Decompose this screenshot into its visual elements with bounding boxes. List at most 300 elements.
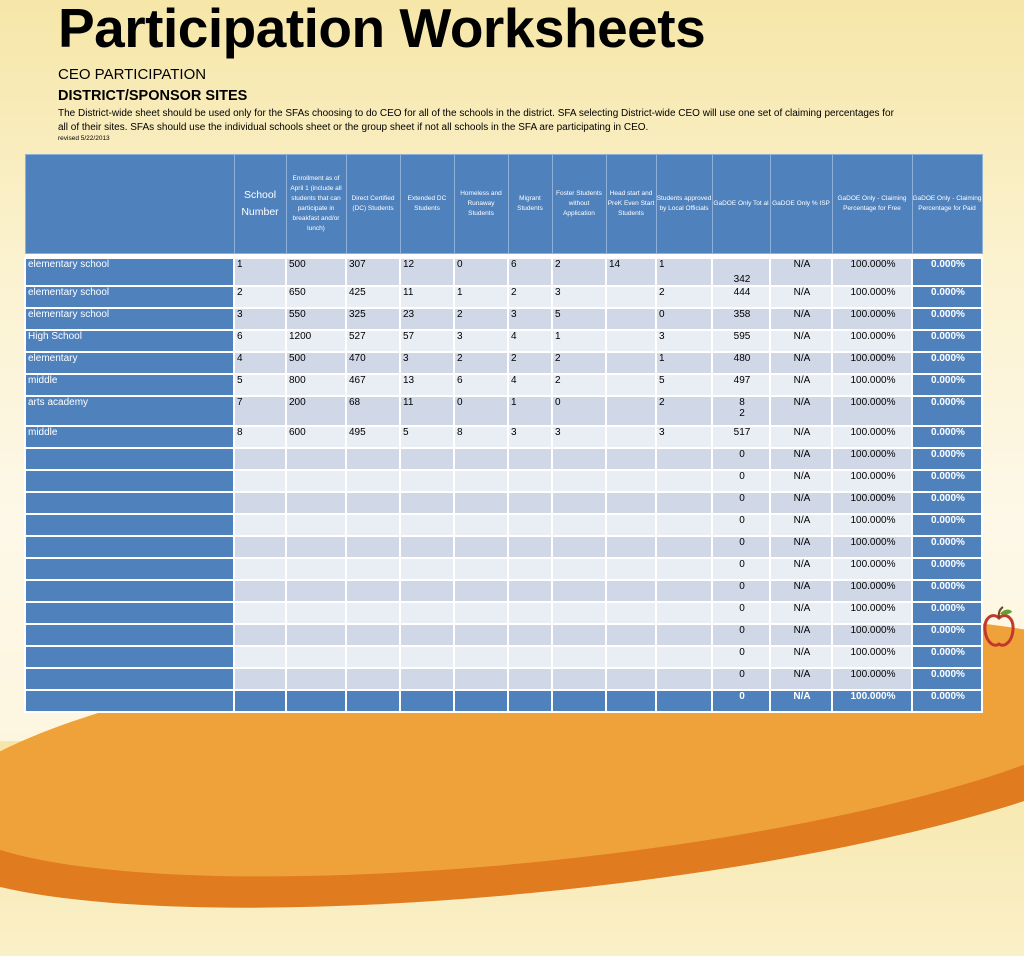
cell-school-no[interactable]: [234, 646, 286, 668]
cell-homeless[interactable]: [454, 602, 508, 624]
cell-homeless[interactable]: [454, 492, 508, 514]
school-name-cell[interactable]: [25, 690, 234, 712]
school-name-cell[interactable]: [25, 602, 234, 624]
header-name: [25, 155, 234, 254]
table-row: [25, 690, 982, 712]
cell-headstart[interactable]: [606, 536, 656, 558]
table-row: [25, 448, 982, 470]
cell-claiming-free: 100.000%: [832, 258, 912, 286]
school-name-cell[interactable]: [25, 646, 234, 668]
cell-ext-dc[interactable]: [400, 602, 454, 624]
cell-dc[interactable]: [346, 624, 400, 646]
cell-total: 497: [712, 374, 770, 396]
school-name-cell[interactable]: elementary: [25, 352, 234, 374]
cell-claiming-paid: 0.000%: [912, 426, 982, 448]
cell-migrant[interactable]: [508, 536, 552, 558]
header-foster: Foster Students without Application: [552, 155, 606, 254]
cell-migrant[interactable]: 1: [508, 396, 552, 426]
table-row: [25, 286, 982, 308]
cell-claiming-free: 100.000%: [832, 690, 912, 712]
cell-claiming-paid: 0.000%: [912, 514, 982, 536]
cell-headstart[interactable]: [606, 448, 656, 470]
cell-claiming-free: 100.000%: [832, 470, 912, 492]
header-direct-certified: Direct Certified (DC) Students: [346, 155, 400, 254]
cell-ext-dc[interactable]: [400, 448, 454, 470]
cell-headstart[interactable]: [606, 470, 656, 492]
cell-local[interactable]: [656, 646, 712, 668]
cell-dc[interactable]: [346, 580, 400, 602]
cell-total: 0: [712, 602, 770, 624]
cell-total: 0: [712, 448, 770, 470]
cell-foster[interactable]: [552, 624, 606, 646]
cell-enrollment[interactable]: [286, 690, 346, 712]
cell-local[interactable]: [656, 492, 712, 514]
cell-school-no[interactable]: [234, 690, 286, 712]
cell-total: 517: [712, 426, 770, 448]
school-name-cell[interactable]: [25, 580, 234, 602]
cell-claiming-paid: 0.000%: [912, 330, 982, 352]
cell-school-no[interactable]: 6: [234, 330, 286, 352]
cell-foster[interactable]: [552, 470, 606, 492]
cell-claiming-paid: 0.000%: [912, 352, 982, 374]
cell-dc[interactable]: 495: [346, 426, 400, 448]
cell-migrant[interactable]: [508, 646, 552, 668]
cell-enrollment[interactable]: [286, 668, 346, 690]
cell-headstart[interactable]: [606, 668, 656, 690]
cell-school-no[interactable]: [234, 492, 286, 514]
cell-migrant[interactable]: 2: [508, 286, 552, 308]
cell-homeless[interactable]: [454, 536, 508, 558]
cell-enrollment[interactable]: [286, 558, 346, 580]
cell-ext-dc[interactable]: 12: [400, 258, 454, 286]
cell-homeless[interactable]: [454, 690, 508, 712]
cell-school-no[interactable]: [234, 668, 286, 690]
cell-dc[interactable]: [346, 646, 400, 668]
cell-total: 342: [712, 258, 770, 286]
cell-foster[interactable]: 2: [552, 374, 606, 396]
cell-foster[interactable]: [552, 602, 606, 624]
cell-local[interactable]: [656, 470, 712, 492]
cell-dc[interactable]: 325: [346, 308, 400, 330]
header-enrollment: Enrollment as of April 1 (include all students that can participate in breakfast and/or lunch): [286, 155, 346, 254]
school-name-cell[interactable]: [25, 492, 234, 514]
cell-enrollment[interactable]: [286, 514, 346, 536]
cell-headstart[interactable]: [606, 580, 656, 602]
cell-headstart[interactable]: [606, 514, 656, 536]
cell-isp: N/A: [770, 426, 832, 448]
cell-school-no[interactable]: [234, 580, 286, 602]
cell-migrant[interactable]: [508, 514, 552, 536]
cell-homeless[interactable]: [454, 470, 508, 492]
cell-claiming-free: 100.000%: [832, 396, 912, 426]
cell-total: 0: [712, 514, 770, 536]
cell-isp: N/A: [770, 536, 832, 558]
cell-homeless[interactable]: 1: [454, 286, 508, 308]
cell-homeless[interactable]: 2: [454, 352, 508, 374]
cell-dc[interactable]: 425: [346, 286, 400, 308]
header-extended-dc: Extended DC Students: [400, 155, 454, 254]
cell-local[interactable]: 0: [656, 308, 712, 330]
cell-enrollment[interactable]: 1200: [286, 330, 346, 352]
cell-enrollment[interactable]: 800: [286, 374, 346, 396]
cell-headstart[interactable]: [606, 602, 656, 624]
cell-claiming-paid: 0.000%: [912, 448, 982, 470]
cell-migrant[interactable]: [508, 602, 552, 624]
cell-local[interactable]: [656, 624, 712, 646]
cell-isp: N/A: [770, 352, 832, 374]
cell-enrollment[interactable]: 500: [286, 352, 346, 374]
cell-foster[interactable]: [552, 492, 606, 514]
cell-isp: N/A: [770, 374, 832, 396]
cell-ext-dc[interactable]: 3: [400, 352, 454, 374]
cell-foster[interactable]: 3: [552, 426, 606, 448]
cell-enrollment[interactable]: 200: [286, 396, 346, 426]
cell-homeless[interactable]: [454, 624, 508, 646]
cell-local[interactable]: [656, 448, 712, 470]
cell-claiming-free: 100.000%: [832, 426, 912, 448]
cell-total: 0: [712, 492, 770, 514]
cell-local[interactable]: [656, 536, 712, 558]
cell-claiming-paid: 0.000%: [912, 308, 982, 330]
cell-ext-dc[interactable]: 23: [400, 308, 454, 330]
cell-claiming-free: 100.000%: [832, 624, 912, 646]
cell-headstart[interactable]: [606, 330, 656, 352]
school-name-cell[interactable]: [25, 558, 234, 580]
cell-migrant[interactable]: [508, 624, 552, 646]
cell-dc[interactable]: 527: [346, 330, 400, 352]
school-name-cell[interactable]: High School: [25, 330, 234, 352]
cell-isp: N/A: [770, 514, 832, 536]
cell-homeless[interactable]: [454, 558, 508, 580]
cell-enrollment[interactable]: 600: [286, 426, 346, 448]
cell-homeless[interactable]: 2: [454, 308, 508, 330]
table-row: [25, 602, 982, 624]
participation-table: [24, 154, 983, 713]
school-name-cell[interactable]: [25, 470, 234, 492]
cell-local[interactable]: 3: [656, 330, 712, 352]
cell-foster[interactable]: [552, 646, 606, 668]
cell-headstart[interactable]: [606, 426, 656, 448]
cell-local[interactable]: 2: [656, 396, 712, 426]
cell-migrant[interactable]: 3: [508, 308, 552, 330]
cell-school-no[interactable]: [234, 536, 286, 558]
cell-claiming-paid: 0.000%: [912, 536, 982, 558]
cell-isp: N/A: [770, 448, 832, 470]
page-title: Participation Worksheets: [58, 0, 706, 59]
cell-homeless[interactable]: 0: [454, 396, 508, 426]
cell-local[interactable]: [656, 668, 712, 690]
cell-isp: N/A: [770, 646, 832, 668]
cell-migrant[interactable]: [508, 492, 552, 514]
cell-local[interactable]: [656, 602, 712, 624]
cell-local[interactable]: 1: [656, 352, 712, 374]
description-text: The District-wide sheet should be used only for the SFAs choosing to do CEO for all of the schools in the district. SFA selecting District-wide CEO will use one set of claiming percentages for all of their sites. SFAs should use the individual schools sheet or the group sheet if not all schools in the SFA are participating in CEO.: [58, 108, 894, 133]
school-name-cell[interactable]: elementary school: [25, 308, 234, 330]
cell-school-no[interactable]: [234, 624, 286, 646]
table-header-row: [25, 155, 982, 254]
table-row: [25, 396, 982, 426]
cell-foster[interactable]: [552, 536, 606, 558]
cell-claiming-paid: 0.000%: [912, 624, 982, 646]
school-name-cell[interactable]: middle: [25, 374, 234, 396]
cell-claiming-paid: 0.000%: [912, 646, 982, 668]
cell-dc[interactable]: [346, 448, 400, 470]
school-name-cell[interactable]: [25, 536, 234, 558]
cell-dc[interactable]: [346, 536, 400, 558]
cell-dc[interactable]: 307: [346, 258, 400, 286]
cell-total: 0: [712, 668, 770, 690]
table-row: [25, 668, 982, 690]
cell-dc[interactable]: 467: [346, 374, 400, 396]
cell-claiming-free: 100.000%: [832, 286, 912, 308]
cell-homeless[interactable]: [454, 514, 508, 536]
school-name-cell[interactable]: arts academy: [25, 396, 234, 426]
school-name-cell[interactable]: [25, 514, 234, 536]
cell-local[interactable]: [656, 514, 712, 536]
table-row: [25, 330, 982, 352]
cell-total: 595: [712, 330, 770, 352]
cell-school-no[interactable]: 5: [234, 374, 286, 396]
cell-enrollment[interactable]: [286, 536, 346, 558]
table-row: [25, 426, 982, 448]
cell-homeless[interactable]: 8: [454, 426, 508, 448]
school-name-cell[interactable]: [25, 668, 234, 690]
cell-dc[interactable]: [346, 492, 400, 514]
header-isp: GaDOE Only % ISP: [770, 155, 832, 254]
cell-headstart[interactable]: 14: [606, 258, 656, 286]
cell-enrollment[interactable]: 650: [286, 286, 346, 308]
table-row: [25, 470, 982, 492]
cell-enrollment[interactable]: [286, 602, 346, 624]
cell-dc[interactable]: 470: [346, 352, 400, 374]
cell-isp: N/A: [770, 470, 832, 492]
cell-enrollment[interactable]: [286, 492, 346, 514]
revised-date: revised 5/22/2013: [58, 135, 110, 142]
cell-foster[interactable]: [552, 580, 606, 602]
cell-enrollment[interactable]: [286, 580, 346, 602]
cell-local[interactable]: [656, 580, 712, 602]
apple-logo-icon: [982, 606, 1016, 650]
cell-total: 480: [712, 352, 770, 374]
cell-ext-dc[interactable]: [400, 690, 454, 712]
cell-enrollment[interactable]: [286, 624, 346, 646]
cell-headstart[interactable]: [606, 286, 656, 308]
table-row: [25, 308, 982, 330]
cell-enrollment[interactable]: 550: [286, 308, 346, 330]
cell-school-no[interactable]: [234, 470, 286, 492]
cell-claiming-free: 100.000%: [832, 580, 912, 602]
cell-claiming-paid: 0.000%: [912, 690, 982, 712]
school-name-cell[interactable]: [25, 624, 234, 646]
cell-isp: N/A: [770, 580, 832, 602]
cell-local[interactable]: 1: [656, 258, 712, 286]
cell-claiming-paid: 0.000%: [912, 668, 982, 690]
cell-foster[interactable]: [552, 448, 606, 470]
cell-total: 358: [712, 308, 770, 330]
cell-school-no[interactable]: 2: [234, 286, 286, 308]
cell-migrant[interactable]: [508, 690, 552, 712]
cell-enrollment[interactable]: 500: [286, 258, 346, 286]
cell-foster[interactable]: 2: [552, 352, 606, 374]
cell-migrant[interactable]: 3: [508, 426, 552, 448]
cell-isp: N/A: [770, 624, 832, 646]
cell-ext-dc[interactable]: 5: [400, 426, 454, 448]
table-row: [25, 514, 982, 536]
cell-enrollment[interactable]: [286, 646, 346, 668]
cell-enrollment[interactable]: [286, 470, 346, 492]
school-name-cell[interactable]: elementary school: [25, 286, 234, 308]
cell-claiming-paid: 0.000%: [912, 396, 982, 426]
cell-claiming-free: 100.000%: [832, 602, 912, 624]
cell-ext-dc[interactable]: [400, 470, 454, 492]
cell-migrant[interactable]: [508, 448, 552, 470]
cell-migrant[interactable]: 4: [508, 330, 552, 352]
cell-isp: N/A: [770, 258, 832, 286]
cell-school-no[interactable]: [234, 514, 286, 536]
cell-dc[interactable]: [346, 602, 400, 624]
cell-homeless[interactable]: [454, 448, 508, 470]
table-row: [25, 558, 982, 580]
cell-school-no[interactable]: [234, 602, 286, 624]
cell-claiming-paid: 0.000%: [912, 580, 982, 602]
cell-isp: N/A: [770, 492, 832, 514]
cell-migrant[interactable]: [508, 558, 552, 580]
cell-migrant[interactable]: 6: [508, 258, 552, 286]
cell-headstart[interactable]: [606, 492, 656, 514]
cell-migrant[interactable]: [508, 668, 552, 690]
cell-homeless[interactable]: 6: [454, 374, 508, 396]
cell-foster[interactable]: [552, 514, 606, 536]
cell-total: 0: [712, 690, 770, 712]
subtitle: CEO PARTICIPATION: [58, 66, 207, 83]
cell-homeless[interactable]: [454, 580, 508, 602]
table-row: [25, 492, 982, 514]
cell-migrant[interactable]: 2: [508, 352, 552, 374]
cell-ext-dc[interactable]: 13: [400, 374, 454, 396]
cell-claiming-paid: 0.000%: [912, 286, 982, 308]
cell-foster[interactable]: 5: [552, 308, 606, 330]
cell-headstart[interactable]: [606, 624, 656, 646]
cell-ext-dc[interactable]: [400, 558, 454, 580]
cell-total: 0: [712, 624, 770, 646]
cell-total: 0: [712, 580, 770, 602]
cell-dc[interactable]: [346, 690, 400, 712]
cell-ext-dc[interactable]: 57: [400, 330, 454, 352]
header-local-officials: Students approved by Local Officials: [656, 155, 712, 254]
cell-headstart[interactable]: [606, 646, 656, 668]
cell-ext-dc[interactable]: [400, 646, 454, 668]
cell-local[interactable]: [656, 558, 712, 580]
cell-claiming-free: 100.000%: [832, 374, 912, 396]
school-name-cell[interactable]: elementary school: [25, 258, 234, 286]
cell-ext-dc[interactable]: [400, 624, 454, 646]
cell-dc[interactable]: 68: [346, 396, 400, 426]
cell-local[interactable]: 5: [656, 374, 712, 396]
header-claiming-paid: GaDOE Only - Claiming Percentage for Paid: [912, 155, 982, 254]
cell-foster[interactable]: [552, 690, 606, 712]
cell-foster[interactable]: [552, 558, 606, 580]
cell-local[interactable]: [656, 690, 712, 712]
cell-school-no[interactable]: 7: [234, 396, 286, 426]
cell-migrant[interactable]: [508, 580, 552, 602]
header-migrant: Migrant Students: [508, 155, 552, 254]
cell-school-no[interactable]: 1: [234, 258, 286, 286]
school-name-cell[interactable]: [25, 448, 234, 470]
cell-claiming-free: 100.000%: [832, 668, 912, 690]
cell-ext-dc[interactable]: [400, 514, 454, 536]
cell-claiming-paid: 0.000%: [912, 470, 982, 492]
cell-claiming-paid: 0.000%: [912, 258, 982, 286]
cell-isp: N/A: [770, 308, 832, 330]
cell-homeless[interactable]: 0: [454, 258, 508, 286]
cell-school-no[interactable]: [234, 448, 286, 470]
section-heading: DISTRICT/SPONSOR SITES: [58, 88, 248, 104]
cell-dc[interactable]: [346, 668, 400, 690]
cell-foster[interactable]: 0: [552, 396, 606, 426]
cell-dc[interactable]: [346, 514, 400, 536]
header-claiming-free: GaDOE Only - Claiming Percentage for Free: [832, 155, 912, 254]
table-row: [25, 536, 982, 558]
cell-ext-dc[interactable]: [400, 580, 454, 602]
cell-ext-dc[interactable]: [400, 668, 454, 690]
cell-dc[interactable]: [346, 470, 400, 492]
cell-headstart[interactable]: [606, 690, 656, 712]
cell-dc[interactable]: [346, 558, 400, 580]
cell-headstart[interactable]: [606, 396, 656, 426]
cell-local[interactable]: 3: [656, 426, 712, 448]
cell-ext-dc[interactable]: 11: [400, 396, 454, 426]
cell-claiming-free: 100.000%: [832, 352, 912, 374]
cell-homeless[interactable]: [454, 646, 508, 668]
table-row: [25, 374, 982, 396]
school-name-cell[interactable]: middle: [25, 426, 234, 448]
cell-total: 0: [712, 536, 770, 558]
cell-ext-dc[interactable]: 11: [400, 286, 454, 308]
cell-claiming-free: 100.000%: [832, 492, 912, 514]
cell-migrant[interactable]: 4: [508, 374, 552, 396]
cell-headstart[interactable]: [606, 374, 656, 396]
cell-claiming-free: 100.000%: [832, 330, 912, 352]
cell-isp: N/A: [770, 668, 832, 690]
cell-foster[interactable]: 3: [552, 286, 606, 308]
cell-total: 444: [712, 286, 770, 308]
table-row: [25, 580, 982, 602]
cell-headstart[interactable]: [606, 558, 656, 580]
cell-isp: N/A: [770, 286, 832, 308]
cell-claiming-paid: 0.000%: [912, 374, 982, 396]
cell-school-no[interactable]: 3: [234, 308, 286, 330]
cell-ext-dc[interactable]: [400, 492, 454, 514]
cell-foster[interactable]: [552, 668, 606, 690]
cell-isp: N/A: [770, 602, 832, 624]
cell-school-no[interactable]: 4: [234, 352, 286, 374]
cell-homeless[interactable]: [454, 668, 508, 690]
cell-headstart[interactable]: [606, 352, 656, 374]
cell-ext-dc[interactable]: [400, 536, 454, 558]
cell-local[interactable]: 2: [656, 286, 712, 308]
cell-claiming-free: 100.000%: [832, 514, 912, 536]
cell-enrollment[interactable]: [286, 448, 346, 470]
cell-migrant[interactable]: [508, 470, 552, 492]
cell-total: 0: [712, 558, 770, 580]
cell-school-no[interactable]: [234, 558, 286, 580]
cell-foster[interactable]: 1: [552, 330, 606, 352]
cell-foster[interactable]: 2: [552, 258, 606, 286]
cell-headstart[interactable]: [606, 308, 656, 330]
cell-homeless[interactable]: 3: [454, 330, 508, 352]
cell-claiming-free: 100.000%: [832, 558, 912, 580]
cell-school-no[interactable]: 8: [234, 426, 286, 448]
